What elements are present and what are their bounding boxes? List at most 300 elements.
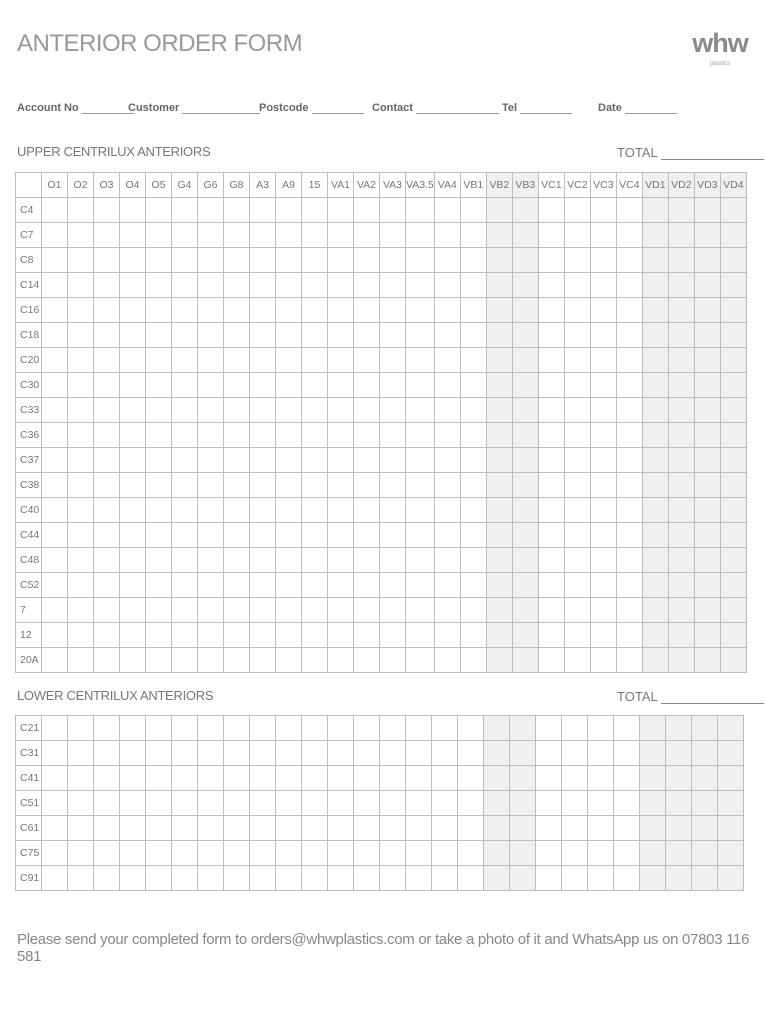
quantity-cell[interactable] [640, 791, 666, 816]
quantity-cell[interactable] [42, 448, 68, 473]
quantity-cell[interactable] [538, 448, 564, 473]
quantity-cell[interactable] [564, 348, 590, 373]
quantity-cell[interactable] [250, 598, 276, 623]
quantity-cell[interactable] [486, 548, 512, 573]
quantity-cell[interactable] [276, 298, 302, 323]
quantity-cell[interactable] [146, 523, 172, 548]
quantity-cell[interactable] [484, 716, 510, 741]
quantity-cell[interactable] [694, 648, 720, 673]
quantity-cell[interactable] [380, 548, 406, 573]
quantity-cell[interactable] [172, 198, 198, 223]
quantity-cell[interactable] [146, 223, 172, 248]
quantity-cell[interactable] [328, 223, 354, 248]
quantity-cell[interactable] [250, 248, 276, 273]
quantity-cell[interactable] [590, 523, 616, 548]
quantity-cell[interactable] [198, 791, 224, 816]
quantity-cell[interactable] [512, 648, 538, 673]
quantity-cell[interactable] [354, 298, 380, 323]
quantity-cell[interactable] [94, 273, 120, 298]
quantity-cell[interactable] [564, 373, 590, 398]
quantity-cell[interactable] [198, 598, 224, 623]
quantity-cell[interactable] [380, 448, 406, 473]
quantity-cell[interactable] [42, 716, 68, 741]
quantity-cell[interactable] [250, 741, 276, 766]
quantity-cell[interactable] [434, 398, 460, 423]
quantity-cell[interactable] [694, 198, 720, 223]
quantity-cell[interactable] [120, 598, 146, 623]
quantity-cell[interactable] [354, 741, 380, 766]
quantity-cell[interactable] [720, 498, 746, 523]
quantity-cell[interactable] [460, 498, 486, 523]
quantity-cell[interactable] [512, 198, 538, 223]
quantity-cell[interactable] [380, 866, 406, 891]
quantity-cell[interactable] [538, 248, 564, 273]
quantity-cell[interactable] [564, 423, 590, 448]
quantity-cell[interactable] [68, 841, 94, 866]
quantity-cell[interactable] [146, 248, 172, 273]
quantity-cell[interactable] [720, 298, 746, 323]
quantity-cell[interactable] [94, 816, 120, 841]
quantity-cell[interactable] [120, 323, 146, 348]
quantity-cell[interactable] [42, 741, 68, 766]
quantity-cell[interactable] [302, 716, 328, 741]
quantity-cell[interactable] [328, 273, 354, 298]
quantity-cell[interactable] [616, 473, 642, 498]
quantity-cell[interactable] [616, 498, 642, 523]
quantity-cell[interactable] [94, 741, 120, 766]
quantity-cell[interactable] [668, 248, 694, 273]
quantity-cell[interactable] [564, 473, 590, 498]
quantity-cell[interactable] [694, 423, 720, 448]
quantity-cell[interactable] [276, 548, 302, 573]
quantity-cell[interactable] [146, 598, 172, 623]
quantity-cell[interactable] [42, 841, 68, 866]
quantity-cell[interactable] [172, 598, 198, 623]
quantity-cell[interactable] [354, 348, 380, 373]
quantity-cell[interactable] [68, 523, 94, 548]
quantity-cell[interactable] [614, 841, 640, 866]
quantity-cell[interactable] [224, 741, 250, 766]
quantity-cell[interactable] [614, 791, 640, 816]
quantity-cell[interactable] [694, 498, 720, 523]
quantity-cell[interactable] [354, 323, 380, 348]
quantity-cell[interactable] [406, 548, 435, 573]
quantity-cell[interactable] [668, 623, 694, 648]
quantity-cell[interactable] [146, 573, 172, 598]
tel-input[interactable] [520, 96, 572, 114]
quantity-cell[interactable] [68, 716, 94, 741]
quantity-cell[interactable] [68, 348, 94, 373]
quantity-cell[interactable] [276, 273, 302, 298]
quantity-cell[interactable] [250, 273, 276, 298]
quantity-cell[interactable] [434, 348, 460, 373]
quantity-cell[interactable] [692, 716, 718, 741]
quantity-cell[interactable] [172, 298, 198, 323]
quantity-cell[interactable] [250, 623, 276, 648]
quantity-cell[interactable] [172, 248, 198, 273]
quantity-cell[interactable] [616, 523, 642, 548]
quantity-cell[interactable] [616, 298, 642, 323]
quantity-cell[interactable] [42, 198, 68, 223]
quantity-cell[interactable] [380, 598, 406, 623]
quantity-cell[interactable] [434, 223, 460, 248]
quantity-cell[interactable] [432, 741, 458, 766]
quantity-cell[interactable] [642, 423, 668, 448]
quantity-cell[interactable] [198, 298, 224, 323]
quantity-cell[interactable] [328, 423, 354, 448]
quantity-cell[interactable] [538, 223, 564, 248]
quantity-cell[interactable] [458, 791, 484, 816]
quantity-cell[interactable] [458, 741, 484, 766]
quantity-cell[interactable] [68, 373, 94, 398]
quantity-cell[interactable] [94, 423, 120, 448]
quantity-cell[interactable] [172, 373, 198, 398]
quantity-cell[interactable] [94, 448, 120, 473]
quantity-cell[interactable] [434, 473, 460, 498]
quantity-cell[interactable] [406, 766, 432, 791]
quantity-cell[interactable] [668, 473, 694, 498]
quantity-cell[interactable] [512, 223, 538, 248]
quantity-cell[interactable] [224, 791, 250, 816]
quantity-cell[interactable] [302, 866, 328, 891]
quantity-cell[interactable] [512, 573, 538, 598]
quantity-cell[interactable] [146, 716, 172, 741]
quantity-cell[interactable] [198, 816, 224, 841]
quantity-cell[interactable] [198, 741, 224, 766]
quantity-cell[interactable] [484, 741, 510, 766]
quantity-cell[interactable] [720, 398, 746, 423]
quantity-cell[interactable] [460, 373, 486, 398]
quantity-cell[interactable] [432, 841, 458, 866]
quantity-cell[interactable] [720, 473, 746, 498]
quantity-cell[interactable] [380, 323, 406, 348]
quantity-cell[interactable] [328, 523, 354, 548]
quantity-cell[interactable] [486, 248, 512, 273]
quantity-cell[interactable] [406, 816, 432, 841]
quantity-cell[interactable] [720, 323, 746, 348]
quantity-cell[interactable] [302, 598, 328, 623]
quantity-cell[interactable] [536, 716, 562, 741]
quantity-cell[interactable] [590, 498, 616, 523]
quantity-cell[interactable] [538, 648, 564, 673]
quantity-cell[interactable] [198, 448, 224, 473]
quantity-cell[interactable] [460, 623, 486, 648]
quantity-cell[interactable] [224, 198, 250, 223]
quantity-cell[interactable] [434, 248, 460, 273]
quantity-cell[interactable] [668, 373, 694, 398]
quantity-cell[interactable] [250, 323, 276, 348]
quantity-cell[interactable] [68, 548, 94, 573]
quantity-cell[interactable] [486, 573, 512, 598]
quantity-cell[interactable] [460, 548, 486, 573]
quantity-cell[interactable] [198, 648, 224, 673]
quantity-cell[interactable] [250, 373, 276, 398]
quantity-cell[interactable] [354, 398, 380, 423]
quantity-cell[interactable] [68, 448, 94, 473]
quantity-cell[interactable] [172, 741, 198, 766]
quantity-cell[interactable] [94, 373, 120, 398]
quantity-cell[interactable] [354, 598, 380, 623]
quantity-cell[interactable] [172, 398, 198, 423]
quantity-cell[interactable] [432, 866, 458, 891]
quantity-cell[interactable] [354, 523, 380, 548]
quantity-cell[interactable] [590, 448, 616, 473]
quantity-cell[interactable] [120, 791, 146, 816]
quantity-cell[interactable] [590, 298, 616, 323]
quantity-cell[interactable] [590, 473, 616, 498]
quantity-cell[interactable] [486, 198, 512, 223]
quantity-cell[interactable] [642, 373, 668, 398]
quantity-cell[interactable] [616, 198, 642, 223]
quantity-cell[interactable] [94, 498, 120, 523]
quantity-cell[interactable] [486, 648, 512, 673]
quantity-cell[interactable] [68, 648, 94, 673]
quantity-cell[interactable] [694, 623, 720, 648]
quantity-cell[interactable] [276, 223, 302, 248]
quantity-cell[interactable] [328, 716, 354, 741]
quantity-cell[interactable] [380, 648, 406, 673]
quantity-cell[interactable] [276, 423, 302, 448]
quantity-cell[interactable] [380, 841, 406, 866]
quantity-cell[interactable] [720, 223, 746, 248]
quantity-cell[interactable] [354, 791, 380, 816]
quantity-cell[interactable] [616, 373, 642, 398]
quantity-cell[interactable] [354, 648, 380, 673]
quantity-cell[interactable] [68, 323, 94, 348]
quantity-cell[interactable] [328, 323, 354, 348]
quantity-cell[interactable] [302, 816, 328, 841]
quantity-cell[interactable] [486, 223, 512, 248]
quantity-cell[interactable] [302, 473, 328, 498]
quantity-cell[interactable] [512, 373, 538, 398]
quantity-cell[interactable] [486, 373, 512, 398]
quantity-cell[interactable] [250, 816, 276, 841]
quantity-cell[interactable] [68, 248, 94, 273]
quantity-cell[interactable] [486, 473, 512, 498]
quantity-cell[interactable] [720, 523, 746, 548]
quantity-cell[interactable] [536, 791, 562, 816]
quantity-cell[interactable] [94, 573, 120, 598]
quantity-cell[interactable] [562, 866, 588, 891]
quantity-cell[interactable] [94, 523, 120, 548]
quantity-cell[interactable] [94, 648, 120, 673]
quantity-cell[interactable] [380, 398, 406, 423]
quantity-cell[interactable] [302, 423, 328, 448]
quantity-cell[interactable] [198, 716, 224, 741]
quantity-cell[interactable] [406, 298, 435, 323]
quantity-cell[interactable] [68, 198, 94, 223]
quantity-cell[interactable] [250, 548, 276, 573]
quantity-cell[interactable] [302, 791, 328, 816]
quantity-cell[interactable] [406, 273, 435, 298]
quantity-cell[interactable] [224, 398, 250, 423]
quantity-cell[interactable] [718, 866, 744, 891]
quantity-cell[interactable] [590, 423, 616, 448]
quantity-cell[interactable] [616, 223, 642, 248]
quantity-cell[interactable] [380, 423, 406, 448]
quantity-cell[interactable] [328, 298, 354, 323]
quantity-cell[interactable] [666, 741, 692, 766]
quantity-cell[interactable] [668, 498, 694, 523]
quantity-cell[interactable] [590, 223, 616, 248]
quantity-cell[interactable] [614, 816, 640, 841]
quantity-cell[interactable] [120, 223, 146, 248]
quantity-cell[interactable] [460, 523, 486, 548]
quantity-cell[interactable] [120, 548, 146, 573]
quantity-cell[interactable] [640, 766, 666, 791]
quantity-cell[interactable] [328, 373, 354, 398]
quantity-cell[interactable] [460, 248, 486, 273]
quantity-cell[interactable] [590, 373, 616, 398]
quantity-cell[interactable] [302, 348, 328, 373]
quantity-cell[interactable] [588, 766, 614, 791]
quantity-cell[interactable] [120, 741, 146, 766]
quantity-cell[interactable] [354, 841, 380, 866]
quantity-cell[interactable] [406, 373, 435, 398]
quantity-cell[interactable] [406, 498, 435, 523]
quantity-cell[interactable] [302, 741, 328, 766]
quantity-cell[interactable] [146, 198, 172, 223]
quantity-cell[interactable] [460, 348, 486, 373]
quantity-cell[interactable] [692, 816, 718, 841]
quantity-cell[interactable] [146, 473, 172, 498]
quantity-cell[interactable] [564, 623, 590, 648]
quantity-cell[interactable] [720, 648, 746, 673]
quantity-cell[interactable] [458, 816, 484, 841]
quantity-cell[interactable] [198, 323, 224, 348]
quantity-cell[interactable] [328, 248, 354, 273]
quantity-cell[interactable] [564, 498, 590, 523]
quantity-cell[interactable] [614, 866, 640, 891]
quantity-cell[interactable] [68, 223, 94, 248]
quantity-cell[interactable] [276, 623, 302, 648]
quantity-cell[interactable] [224, 623, 250, 648]
quantity-cell[interactable] [668, 223, 694, 248]
quantity-cell[interactable] [666, 866, 692, 891]
quantity-cell[interactable] [172, 323, 198, 348]
quantity-cell[interactable] [224, 448, 250, 473]
quantity-cell[interactable] [224, 248, 250, 273]
quantity-cell[interactable] [276, 866, 302, 891]
quantity-cell[interactable] [198, 348, 224, 373]
quantity-cell[interactable] [380, 498, 406, 523]
quantity-cell[interactable] [380, 473, 406, 498]
quantity-cell[interactable] [198, 548, 224, 573]
quantity-cell[interactable] [588, 841, 614, 866]
quantity-cell[interactable] [198, 423, 224, 448]
quantity-cell[interactable] [250, 766, 276, 791]
quantity-cell[interactable] [538, 298, 564, 323]
quantity-cell[interactable] [512, 323, 538, 348]
quantity-cell[interactable] [354, 548, 380, 573]
quantity-cell[interactable] [224, 323, 250, 348]
quantity-cell[interactable] [328, 398, 354, 423]
quantity-cell[interactable] [434, 423, 460, 448]
quantity-cell[interactable] [276, 323, 302, 348]
quantity-cell[interactable] [434, 448, 460, 473]
quantity-cell[interactable] [224, 648, 250, 673]
quantity-cell[interactable] [642, 648, 668, 673]
quantity-cell[interactable] [460, 223, 486, 248]
quantity-cell[interactable] [94, 323, 120, 348]
quantity-cell[interactable] [614, 716, 640, 741]
quantity-cell[interactable] [224, 423, 250, 448]
quantity-cell[interactable] [68, 816, 94, 841]
quantity-cell[interactable] [460, 273, 486, 298]
quantity-cell[interactable] [616, 323, 642, 348]
quantity-cell[interactable] [68, 866, 94, 891]
quantity-cell[interactable] [68, 623, 94, 648]
quantity-cell[interactable] [120, 248, 146, 273]
quantity-cell[interactable] [642, 498, 668, 523]
quantity-cell[interactable] [380, 248, 406, 273]
quantity-cell[interactable] [510, 866, 536, 891]
quantity-cell[interactable] [616, 548, 642, 573]
quantity-cell[interactable] [276, 398, 302, 423]
quantity-cell[interactable] [172, 841, 198, 866]
quantity-cell[interactable] [590, 198, 616, 223]
quantity-cell[interactable] [590, 648, 616, 673]
quantity-cell[interactable] [616, 598, 642, 623]
quantity-cell[interactable] [42, 348, 68, 373]
quantity-cell[interactable] [94, 298, 120, 323]
quantity-cell[interactable] [694, 398, 720, 423]
quantity-cell[interactable] [616, 573, 642, 598]
quantity-cell[interactable] [486, 623, 512, 648]
quantity-cell[interactable] [224, 548, 250, 573]
quantity-cell[interactable] [640, 866, 666, 891]
quantity-cell[interactable] [510, 766, 536, 791]
lower-total-input[interactable] [661, 686, 764, 704]
quantity-cell[interactable] [120, 841, 146, 866]
quantity-cell[interactable] [146, 298, 172, 323]
quantity-cell[interactable] [354, 273, 380, 298]
quantity-cell[interactable] [640, 841, 666, 866]
quantity-cell[interactable] [718, 816, 744, 841]
quantity-cell[interactable] [588, 816, 614, 841]
quantity-cell[interactable] [668, 548, 694, 573]
quantity-cell[interactable] [328, 198, 354, 223]
quantity-cell[interactable] [302, 323, 328, 348]
quantity-cell[interactable] [380, 716, 406, 741]
quantity-cell[interactable] [354, 816, 380, 841]
quantity-cell[interactable] [668, 448, 694, 473]
quantity-cell[interactable] [380, 766, 406, 791]
quantity-cell[interactable] [512, 623, 538, 648]
quantity-cell[interactable] [120, 398, 146, 423]
quantity-cell[interactable] [328, 623, 354, 648]
quantity-cell[interactable] [406, 598, 435, 623]
quantity-cell[interactable] [94, 623, 120, 648]
quantity-cell[interactable] [224, 716, 250, 741]
quantity-cell[interactable] [146, 548, 172, 573]
quantity-cell[interactable] [42, 248, 68, 273]
quantity-cell[interactable] [406, 741, 432, 766]
quantity-cell[interactable] [538, 523, 564, 548]
quantity-cell[interactable] [642, 223, 668, 248]
quantity-cell[interactable] [328, 473, 354, 498]
quantity-cell[interactable] [276, 716, 302, 741]
quantity-cell[interactable] [668, 273, 694, 298]
quantity-cell[interactable] [588, 741, 614, 766]
quantity-cell[interactable] [380, 816, 406, 841]
quantity-cell[interactable] [42, 298, 68, 323]
quantity-cell[interactable] [328, 498, 354, 523]
quantity-cell[interactable] [354, 248, 380, 273]
quantity-cell[interactable] [380, 223, 406, 248]
quantity-cell[interactable] [276, 248, 302, 273]
quantity-cell[interactable] [380, 791, 406, 816]
